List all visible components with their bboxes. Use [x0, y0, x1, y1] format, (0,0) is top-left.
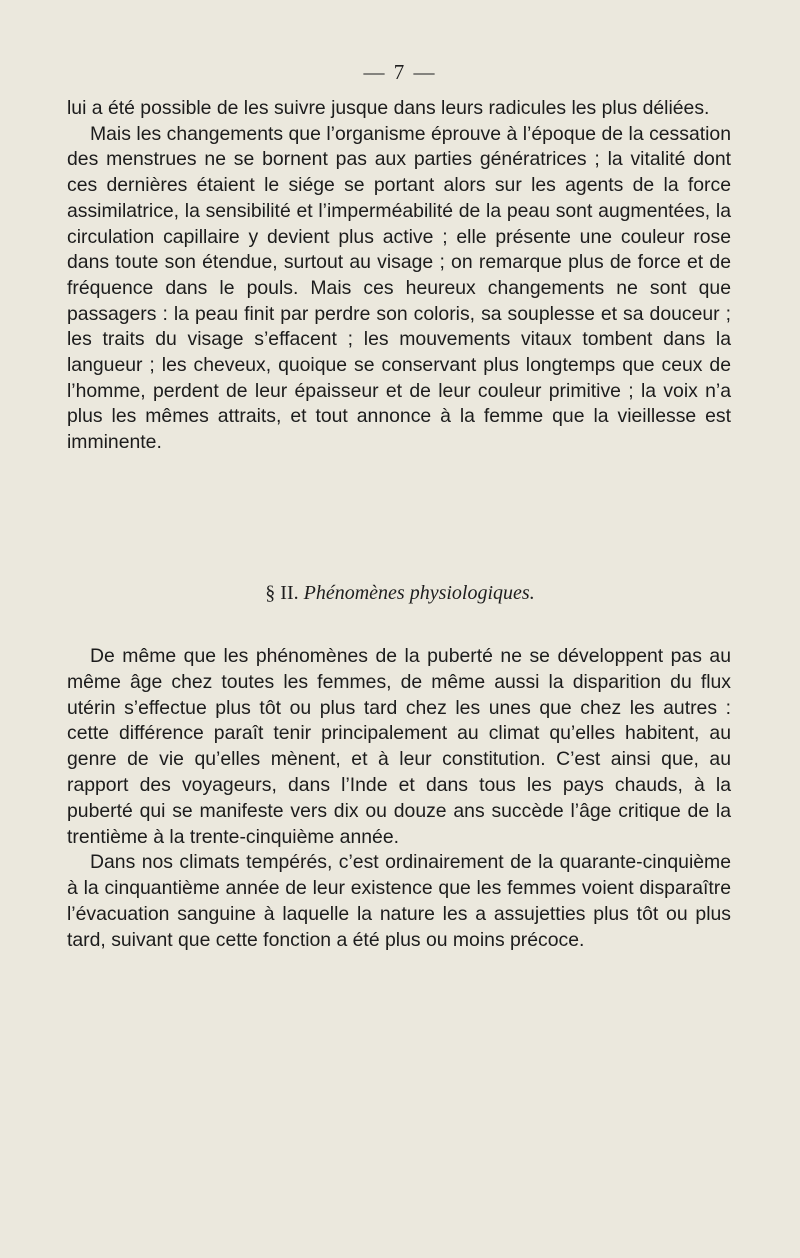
section-title: Phénomènes physiologiques.	[303, 582, 535, 604]
intro-paragraph: lui a été possible de les suivre jusque dans leurs radicules les plus déliées.	[67, 97, 710, 119]
section-number: § II.	[265, 582, 299, 604]
section-heading	[0, 582, 800, 605]
paragraph-puberty-comparison: De même que les phénomènes de la puberté ne se développent pas au même âge chez toutes les femmes, de même aussi la disparition du flux utérin s’effectue plus tôt ou plus tard chez les unes que chez les autres : cette différence paraît tenir principalement au climat qu’elles habitent, au genre de vie qu’elles mènent, et à leur constitution. C’est ainsi que, au rapport des voyageurs, dans l’Inde et dans tous les pays chauds, à la puberté qui se manifeste vers dix ou douze ans succède l’âge critique de la trentième à la trente-cinquième année.	[67, 645, 731, 848]
text-block-top	[67, 96, 731, 456]
paragraph-menopause-changes: Mais les changements que l’organisme éprouve à l’époque de la cessation des menstrues ne se bornent pas aux parties génératrices ; la vitalité dont ces dernières étaient le siége se portant alors sur les agents de la force assimilatrice, la sensibilité et l’imperméabilité de la peau sont augmentées, la circulation capillaire y devient plus active ; elle présente une couleur rose dans toute son étendue, surtout au visage ; on remarque plus de force et de fréquence dans le pouls. Mais ces heureux changements ne sont que passagers : la peau finit par perdre son coloris, sa souplesse et sa douceur ; les traits du visage s’effacent ; les mouvements vitaux tombent dans la langueur ; les cheveux, quoique se conservant plus longtemps que ceux de l’homme, perdent de leur épaisseur et de leur couleur primitive ; la voix n’a plus les mêmes attraits, et tout annonce à la femme que la vieillesse est imminente.	[67, 122, 731, 454]
paragraph-temperate-climates: Dans nos climats tempérés, c’est ordinairement de la quarante-cinquième à la cinquantième année de leur existence que les femmes voient disparaître l’évacuation sanguine à laquelle la nature les a assujetties plus tôt ou plus tard, suivant que cette fonction a été plus ou moins précoce.	[67, 851, 731, 951]
page-number: — 7 —	[363, 60, 437, 84]
text-block-bottom	[67, 644, 731, 954]
